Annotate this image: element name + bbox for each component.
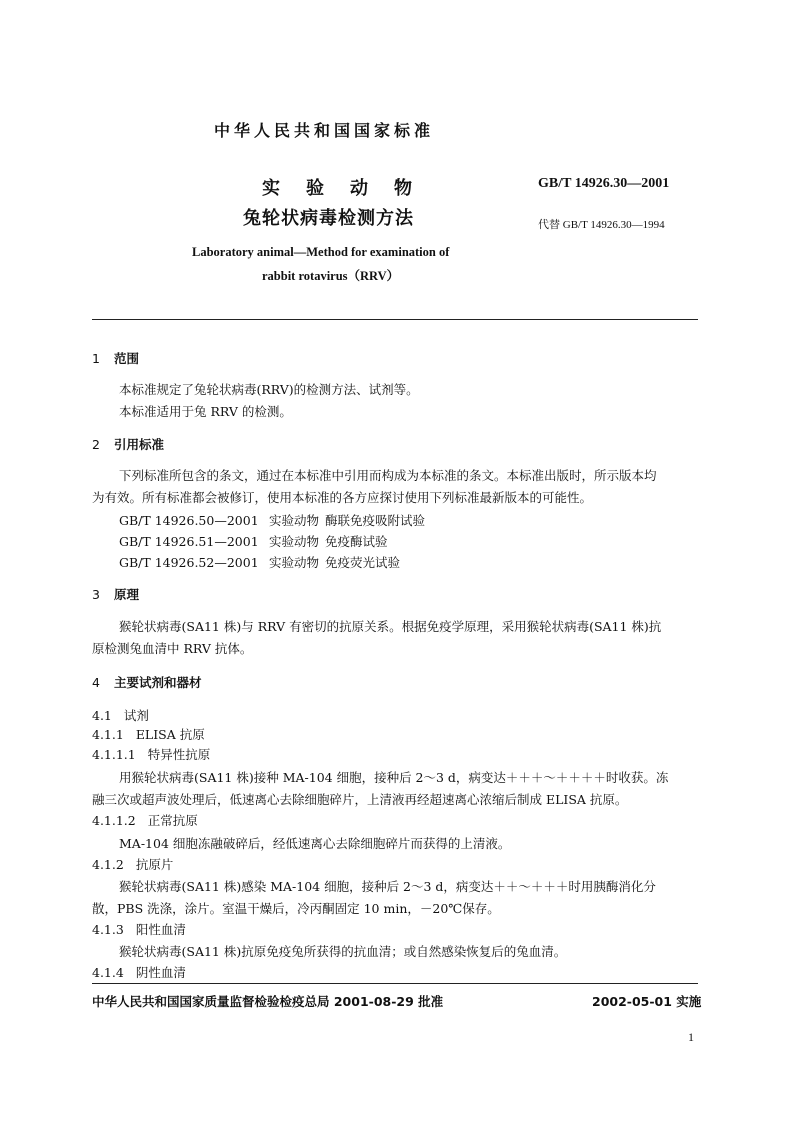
reference-label: 实验动物: [269, 534, 320, 549]
section-4-heading: [92, 673, 202, 691]
section-1-heading: [92, 349, 139, 367]
subsection-title: 试剂: [123, 708, 149, 723]
paragraph-continued: 融三次或超声波处理后，低速离心去除细胞碎片，上清液再经超速离心浓缩后制成 ELISA 抗原。: [92, 792, 628, 807]
paragraph: 下列标准所包含的条文，通过在本标准中引用而构成为本标准的条文。本标准出版时，所示版本均: [119, 468, 657, 483]
section-title: 范围: [114, 351, 140, 366]
english-title-line2: rabbit rotavirus（RRV）: [262, 269, 400, 283]
paragraph-continued: 原检测兔血清中 RRV 抗体。: [92, 641, 253, 656]
english-title-line1: Laboratory animal—Method for examination of: [192, 245, 450, 259]
subsection-4-1-1-heading: [92, 725, 205, 743]
paragraph: 本标准适用于兔 RRV 的检测。: [119, 404, 292, 419]
section-2-heading: [92, 435, 164, 453]
paragraph: 本标准规定了兔轮状病毒(RRV)的检测方法、试剂等。: [119, 382, 419, 397]
section-title: 原理: [114, 587, 140, 602]
subsection-number: 4.1.2: [92, 857, 124, 872]
document-title-line2: 兔轮状病毒检测方法: [243, 208, 414, 229]
paragraph-continued: 散，PBS 洗涤，涂片。室温干燥后，冷丙酮固定 10 min，－20℃保存。: [92, 901, 500, 916]
paragraph: MA-104 细胞冻融破碎后，经低速离心去除细胞碎片而获得的上清液。: [119, 836, 511, 851]
document-title-line1: 实验动物: [262, 178, 438, 199]
subsection-title: 抗原片: [135, 857, 174, 872]
approval-issuer: 中华人民共和国国家质量监督检验检疫总局 2001-08-29 批准: [92, 994, 444, 1009]
reference-code: GB/T 14926.50—2001: [119, 513, 259, 528]
standard-number: GB/T 14926.30—2001: [538, 176, 670, 191]
subsection-4-1-2-heading: [92, 855, 173, 873]
reference-code: GB/T 14926.51—2001: [119, 534, 259, 549]
reference-item: [119, 532, 388, 550]
reference-name: 免疫酶试验: [325, 534, 388, 549]
header-divider: [92, 319, 698, 320]
subsection-4-1-heading: [92, 706, 149, 724]
subsection-title: 阳性血清: [135, 922, 186, 937]
subsection-title: 正常抗原: [147, 813, 198, 828]
paragraph: 猴轮状病毒(SA11 株)感染 MA-104 细胞，接种后 2～3 d，病变达＋＋～＋＋＋时用胰酶消化分: [119, 879, 656, 894]
paragraph-continued: 为有效。所有标准都会被修订，使用本标准的各方应探讨使用下列标准最新版本的可能性。: [92, 490, 593, 505]
reference-code: GB/T 14926.52—2001: [119, 555, 259, 570]
subsection-number: 4.1.1.2: [92, 813, 136, 828]
national-standard-header: 中华人民共和国国家标准: [214, 121, 435, 140]
subsection-4-1-1-1-heading: [92, 745, 210, 763]
section-3-heading: [92, 585, 139, 603]
section-number: 1: [92, 351, 100, 366]
paragraph: 猴轮状病毒(SA11 株)抗原免疫兔所获得的抗血清；或自然感染恢复后的兔血清。: [119, 944, 567, 959]
section-number: 2: [92, 437, 100, 452]
reference-item: [119, 553, 400, 571]
reference-name: 免疫荧光试验: [325, 555, 401, 570]
subsection-number: 4.1: [92, 708, 112, 723]
section-number: 3: [92, 587, 100, 602]
subsection-number: 4.1.1.1: [92, 747, 136, 762]
section-title: 主要试剂和器材: [114, 675, 202, 690]
page-number: 1: [688, 1030, 694, 1044]
subsection-4-1-3-heading: [92, 920, 186, 938]
subsection-title: 特异性抗原: [147, 747, 211, 762]
subsection-title: ELISA 抗原: [135, 727, 205, 742]
subsection-4-1-4-heading: [92, 963, 186, 981]
subsection-number: 4.1.4: [92, 965, 124, 980]
paragraph: 猴轮状病毒(SA11 株)与 RRV 有密切的抗原关系。根据免疫学原理，采用猴轮状病毒(SA11 株)抗: [119, 619, 662, 634]
subsection-number: 4.1.1: [92, 727, 124, 742]
paragraph: 用猴轮状病毒(SA11 株)接种 MA-104 细胞，接种后 2～3 d，病变达＋＋＋～＋＋＋＋时收获。冻: [119, 770, 669, 785]
replaces-standard: 代替 GB/T 14926.30—1994: [538, 219, 665, 231]
subsection-number: 4.1.3: [92, 922, 124, 937]
reference-item: [119, 511, 425, 529]
section-number: 4: [92, 675, 100, 690]
section-title: 引用标准: [114, 437, 165, 452]
subsection-title: 阴性血清: [135, 965, 186, 980]
subsection-4-1-1-2-heading: [92, 811, 198, 829]
implementation-date: 2002-05-01 实施: [592, 994, 702, 1009]
footer-divider: [92, 983, 698, 984]
reference-name: 酶联免疫吸附试验: [325, 513, 426, 528]
reference-label: 实验动物: [269, 555, 320, 570]
reference-label: 实验动物: [269, 513, 320, 528]
